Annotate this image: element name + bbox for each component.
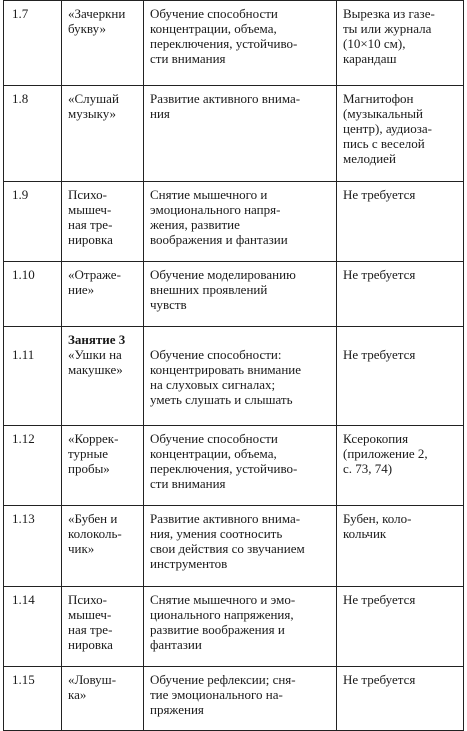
exercise-name: «Бубен и колоколь- чик» — [62, 506, 144, 587]
row-number: 1.14 — [4, 587, 62, 667]
exercise-materials: Магнитофон (музыкальный центр), аудиоза- пись с веселой мелодией — [337, 86, 464, 182]
exercise-name: «Слушай музыку» — [62, 86, 144, 182]
exercise-name: «Зачеркни букву» — [62, 1, 144, 86]
exercise-name: «Отраже- ние» — [62, 262, 144, 327]
exercise-goal: Развитие активного внима- ния, умения соотносить свои действия со звучанием инструментов — [144, 506, 337, 587]
exercise-materials: Не требуется — [337, 587, 464, 667]
exercise-table — [3, 0, 464, 731]
exercise-name: «Коррек- турные пробы» — [62, 426, 144, 506]
row-number: 1.8 — [4, 86, 62, 182]
exercise-materials: Не требуется — [337, 262, 464, 327]
exercise-goal: Снятие мышечного и эмоционального напря- жения, развитие воображения и фантазии — [144, 182, 337, 262]
row-number: 1.12 — [4, 426, 62, 506]
table-row — [4, 667, 464, 731]
exercise-materials-text: Не требуется — [343, 347, 416, 362]
exercise-goal: Обучение способности концентрации, объема, переключения, устойчиво- сти внимания — [144, 426, 337, 506]
row-number: 1.9 — [4, 182, 62, 262]
table-body — [4, 1, 464, 731]
table-row — [4, 327, 464, 426]
session-heading: Занятие 3 — [68, 332, 126, 347]
row-number-text: 1.11 — [12, 347, 35, 362]
exercise-materials — [337, 327, 464, 426]
exercise-goal — [144, 327, 337, 426]
table-row — [4, 86, 464, 182]
exercise-name: Психо- мышеч- ная тре- нировка — [62, 587, 144, 667]
exercise-goal: Развитие активного внима- ния — [144, 86, 337, 182]
row-number — [4, 327, 62, 426]
exercise-name: Психо- мышеч- ная тре- нировка — [62, 182, 144, 262]
exercise-materials: Бубен, коло- кольчик — [337, 506, 464, 587]
exercise-materials: Ксерокопия (приложение 2, с. 73, 74) — [337, 426, 464, 506]
exercise-name-text: «Ушки на макушке» — [68, 347, 123, 377]
table-row — [4, 587, 464, 667]
table-row — [4, 1, 464, 86]
row-number: 1.15 — [4, 667, 62, 731]
exercise-name: «Ловуш- ка» — [62, 667, 144, 731]
table-row — [4, 506, 464, 587]
table-row — [4, 182, 464, 262]
exercise-goal: Обучение рефлексии; сня- тие эмоционального на- пряжения — [144, 667, 337, 731]
exercise-materials: Не требуется — [337, 182, 464, 262]
exercise-goal: Обучение способности концентрации, объема, переключения, устойчиво- сти внимания — [144, 1, 337, 86]
exercise-goal: Снятие мышечного и эмо- ционального напряжения, развитие воображения и фантазии — [144, 587, 337, 667]
table-row — [4, 426, 464, 506]
table-row — [4, 262, 464, 327]
row-number: 1.13 — [4, 506, 62, 587]
row-number: 1.7 — [4, 1, 62, 86]
exercise-goal: Обучение моделированию внешних проявлений чувств — [144, 262, 337, 327]
row-number: 1.10 — [4, 262, 62, 327]
exercise-goal-text: Обучение способности: концентрировать внимание на слуховых сигналах; уметь слушать и слышать — [150, 347, 301, 407]
exercise-materials: Не требуется — [337, 667, 464, 731]
exercise-name — [62, 327, 144, 426]
exercise-materials: Вырезка из газе- ты или журнала (10×10 см), карандаш — [337, 1, 464, 86]
